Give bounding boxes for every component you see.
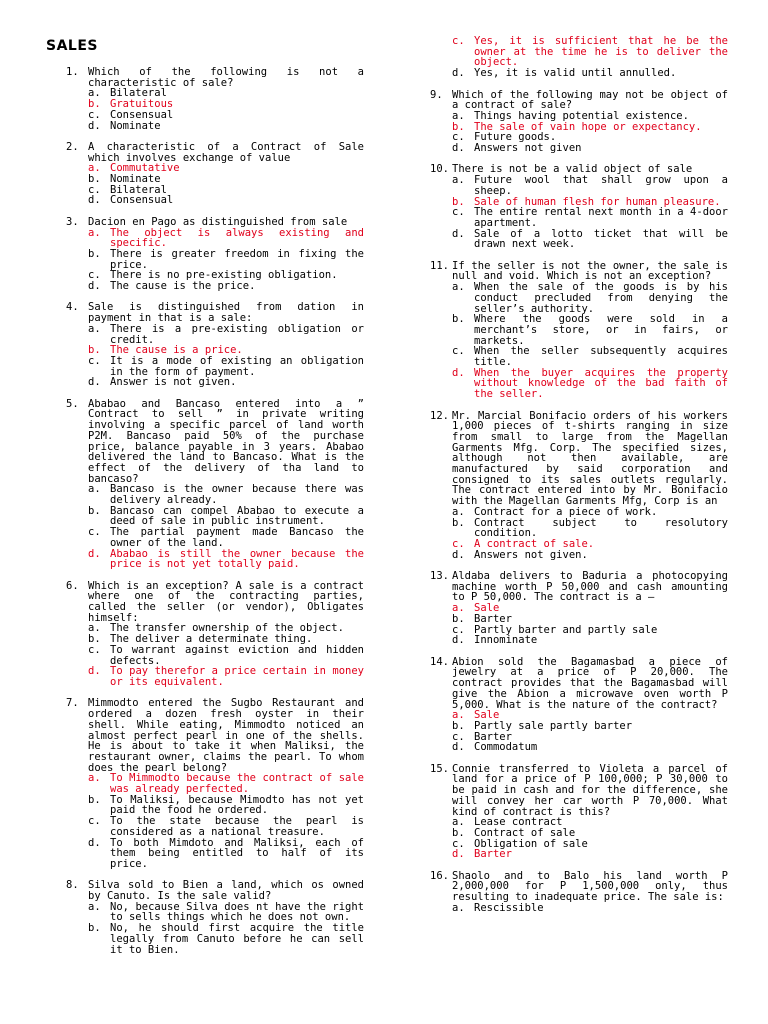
answer-option [88, 666, 364, 687]
question-item [430, 164, 728, 250]
option-list [88, 623, 364, 687]
question-number: 6. [66, 579, 79, 592]
question-text: If the seller is not the owner, the sale is null and void. Which is not an exception? [452, 259, 728, 283]
option-text: Ababao is still the owner because the price is not yet totally paid. [110, 547, 364, 571]
option-letter: c. [452, 131, 465, 144]
option-letter: a. [88, 622, 101, 635]
option-text: The cause is the price. [110, 280, 256, 293]
answer-option [88, 549, 364, 570]
option-letter: b. [452, 313, 465, 326]
option-list [452, 903, 728, 914]
question-text: There is not be a valid object of sale [452, 163, 693, 176]
answer-option [452, 742, 728, 753]
option-text: Consensual [110, 108, 174, 121]
option-list [452, 111, 728, 154]
answer-option [88, 195, 364, 206]
answer-option [88, 484, 364, 505]
option-text: Answers not given. [474, 548, 588, 561]
question-text: Shaolo and to Balo his land worth P 2,000,000 for P 1,500,000 only, thus resulting to inadequate price. The sale is: [452, 869, 728, 904]
option-letter: a. [88, 772, 101, 785]
option-letter: a. [88, 900, 101, 913]
option-text: To the state because the pearl is considered as a national treasure. [110, 815, 364, 838]
option-letter: c. [452, 345, 465, 358]
answer-option [88, 121, 364, 132]
option-text: A contract of sale. [474, 537, 595, 550]
option-text: To Mimmodto because the contract of sale was already perfected. [110, 772, 364, 796]
option-text: Commodatum [474, 741, 538, 754]
option-text: Gratuitous [110, 98, 174, 111]
option-letter: d. [452, 142, 465, 155]
answer-option [452, 849, 728, 860]
option-letter: c. [452, 837, 465, 850]
option-list [452, 282, 728, 400]
answer-option [88, 324, 364, 345]
question-item [430, 871, 728, 914]
question-text: Sale is distinguished from dation in payment in that is a sale: [88, 301, 364, 325]
answer-option [452, 143, 728, 154]
option-text: Contract for a piece of work. [474, 505, 658, 518]
option-text: Nominate [110, 119, 161, 132]
option-text: No, because Silva does nt have the right to sells things which he does not own. [110, 900, 364, 924]
option-text: There is greater freedom in fixing the price. [110, 247, 364, 271]
option-list [88, 773, 364, 869]
option-text: Innominate [474, 634, 538, 647]
option-letter: d. [88, 280, 101, 293]
option-letter: b. [88, 633, 101, 646]
answer-option [452, 207, 728, 228]
option-text: Contract subject to resolutory condition. [474, 516, 728, 540]
option-text: Where the goods were sold in a merchant’s store, or in fairs, or markets. [474, 313, 728, 347]
option-letter: d. [452, 848, 465, 861]
option-text: Sale of a lotto ticket that will be drawn next week. [474, 227, 728, 251]
answer-option [88, 773, 364, 794]
answer-option [88, 923, 364, 955]
option-list [88, 902, 364, 956]
option-text: Sale [474, 709, 500, 722]
option-text: Yes, it is valid until annulled. [474, 67, 677, 80]
option-text: Yes, it is sufficient that he be the owner at the time he is to deliver the object. [474, 35, 728, 69]
option-text: The transfer ownership of the object. [110, 622, 344, 635]
answer-option [88, 356, 364, 377]
option-letter: c. [88, 643, 101, 656]
question-text: Which of the following may not be object of a contract of sale? [452, 88, 728, 112]
option-letter: a. [452, 505, 465, 518]
question-number: 11. [430, 259, 449, 272]
option-text: It is a mode of existing an obligation in the form of payment. [110, 354, 364, 378]
option-text: Partly sale partly barter [474, 719, 633, 732]
option-letter: c. [88, 269, 101, 282]
question-text: Mimmodto entered the Sugbo Restaurant and ordered a dozen fresh oyster in their shell. While eating, Mimmodto noticed an almost perfect pearl in one of the shells. He is about to take it when Maliksi, the restaurant owner, claims the pearl. To whom does the pearl belong? [88, 697, 364, 774]
question-number: 14. [430, 655, 449, 668]
option-text: Sale of human flesh for human pleasure. [474, 195, 721, 208]
option-text: There is a pre-existing obligation or credit. [110, 322, 364, 346]
answer-option [88, 228, 364, 249]
answer-option [452, 346, 728, 367]
option-list [452, 175, 728, 250]
answer-option [88, 838, 364, 870]
answer-option [452, 550, 728, 561]
option-text: To Maliksi, because Mimodto has not yet paid the food he ordered. [110, 793, 364, 817]
option-letter: d. [88, 836, 101, 849]
option-list [88, 163, 364, 206]
question-number: 3. [66, 215, 79, 228]
option-letter: d. [88, 665, 101, 678]
question-item [430, 90, 728, 154]
page-title: SALES [46, 38, 98, 54]
option-text: To both Mimdoto and Maliksi, each of them being entitled to half of its price. [110, 836, 364, 870]
answer-option [452, 314, 728, 346]
option-letter: d. [452, 227, 465, 240]
option-list [452, 710, 728, 753]
option-letter: a. [452, 281, 465, 294]
question-item [66, 880, 364, 955]
option-letter: a. [88, 483, 101, 496]
option-letter: b. [88, 98, 101, 111]
option-letter: d. [452, 634, 465, 647]
question-number: 5. [66, 397, 79, 410]
answer-option [452, 68, 728, 79]
option-letter: d. [452, 741, 465, 754]
answer-option [88, 645, 364, 666]
answer-option [452, 175, 728, 196]
question-text: Silva sold to Bien a land, which os owned by Canuto. Is the sale valid? [88, 879, 364, 903]
option-text: Consensual [110, 194, 174, 207]
option-text: Answers not given [474, 142, 582, 155]
option-letter: b. [452, 195, 465, 208]
continued-options [430, 36, 728, 79]
option-letter: b. [452, 120, 465, 133]
option-letter: b. [88, 793, 101, 806]
option-list [88, 228, 364, 292]
option-text: The deliver a determinate thing. [110, 633, 313, 646]
option-letter: a. [452, 901, 465, 914]
option-text: Future goods. [474, 131, 557, 144]
option-letter: a. [452, 602, 465, 615]
question-item [66, 698, 364, 869]
question-number: 15. [430, 762, 449, 775]
option-letter: d. [88, 547, 101, 560]
question-item [66, 399, 364, 570]
option-text: Bilateral [110, 87, 167, 100]
question-item [66, 67, 364, 131]
option-letter: a. [88, 226, 101, 239]
option-text: The object is always existing and specific. [110, 226, 364, 250]
question-item [66, 142, 364, 206]
answer-option [452, 36, 728, 68]
option-letter: a. [452, 816, 465, 829]
option-letter: c. [452, 35, 465, 47]
question-number: 7. [66, 697, 79, 710]
option-text: Bancaso is the owner because there was delivery already. [110, 483, 364, 507]
answer-option [452, 229, 728, 250]
option-letter: c. [88, 526, 101, 539]
option-letter: d. [452, 67, 465, 80]
question-number: 4. [66, 301, 79, 314]
option-letter: a. [88, 322, 101, 335]
option-text: Partly barter and partly sale [474, 623, 658, 636]
option-text: To pay therefor a price certain in money or its equivalent. [110, 665, 364, 688]
right-column [430, 36, 728, 924]
option-letter: d. [88, 119, 101, 132]
option-letter: c. [88, 108, 101, 121]
option-letter: c. [452, 537, 465, 550]
option-list [88, 324, 364, 388]
question-item [430, 657, 728, 753]
option-list [88, 88, 364, 131]
option-letter: d. [452, 366, 465, 379]
option-letter: b. [88, 344, 101, 357]
question-number: 8. [66, 879, 79, 892]
option-text: Sale [474, 602, 500, 615]
option-letter: d. [88, 194, 101, 207]
question-number: 10. [430, 163, 449, 176]
option-letter: a. [88, 87, 101, 100]
answer-option [88, 902, 364, 923]
option-letter: b. [452, 612, 465, 625]
option-list [452, 603, 728, 646]
option-list [88, 484, 364, 570]
answer-option [452, 518, 728, 539]
option-letter: b. [88, 504, 101, 517]
left-column [66, 67, 364, 966]
option-text: When the buyer acquires the property without knowledge of the bad faith of the seller. [474, 366, 728, 401]
answer-option [452, 635, 728, 646]
question-item [430, 764, 728, 860]
question-text: A characteristic of a Contract of Sale which involves exchange of value [88, 140, 364, 164]
answer-option [452, 903, 728, 914]
option-letter: b. [88, 922, 101, 935]
option-letter: b. [88, 173, 101, 186]
question-number: 16. [430, 869, 449, 882]
answer-option [88, 795, 364, 816]
question-item [430, 411, 728, 561]
option-letter: d. [88, 376, 101, 389]
option-letter: b. [452, 826, 465, 839]
option-text: To warrant against eviction and hidden defects. [110, 643, 364, 667]
question-text: Abion sold the Bagamasbad a piece of jewelry at a price of P 20,000. The contract provides that the Bagamasbad will give the Abion a microwave oven worth P 5,000. What is the nature of the contract? [452, 655, 728, 711]
question-text: Which is an exception? A sale is a contract where one of the contracting parties, called the seller (or vendor), Obligates himself: [88, 579, 364, 624]
option-text: Contract of sale [474, 826, 576, 839]
option-letter: a. [88, 162, 101, 175]
option-text: The sale of vain hope or expectancy. [474, 120, 702, 133]
question-item [66, 217, 364, 292]
option-letter: a. [452, 174, 465, 187]
answer-option [452, 368, 728, 400]
option-list [452, 817, 728, 860]
answer-option [88, 527, 364, 548]
option-text: Commutative [110, 162, 180, 175]
option-letter: c. [88, 815, 101, 828]
option-text: The partial payment made Bancaso the owner of the land. [110, 526, 364, 549]
option-text: Barter [474, 848, 512, 861]
option-letter: a. [452, 109, 465, 122]
option-text: Bancaso can compel Ababao to execute a deed of sale in public instrument. [110, 504, 364, 528]
question-text: Connie transferred to Violeta a parcel of land for a price of P 100,000; P 30,000 to be paid in cash and for the difference, she will convey her car worth P 70,000. What kind of contract is this? [452, 762, 728, 818]
answer-option [88, 816, 364, 837]
question-text: Which of the following is not a characteristic of sale? [88, 66, 364, 89]
option-text: Rescissible [474, 901, 544, 914]
question-number: 2. [66, 140, 79, 153]
option-text: Lease contract [474, 816, 563, 829]
option-text: When the seller subsequently acquires title. [474, 345, 728, 369]
question-number: 1. [66, 66, 79, 78]
option-text: Nominate [110, 173, 161, 186]
question-number: 9. [430, 88, 443, 101]
option-text: There is no pre-existing obligation. [110, 269, 338, 282]
answer-option [88, 281, 364, 292]
option-list [452, 507, 728, 561]
answer-option [88, 377, 364, 388]
question-number: 13. [430, 570, 449, 583]
option-letter: c. [88, 183, 101, 196]
answer-option [88, 506, 364, 527]
question-text: Dacion en Pago as distinguished from sale [88, 215, 348, 228]
option-letter: c. [452, 730, 465, 743]
option-letter: b. [88, 247, 101, 260]
option-text: Obligation of sale [474, 837, 588, 850]
question-text: Aldaba delivers to Baduria a photocopying machine worth P 50,000 and cash amounting to P 50,000. The contract is a – [452, 570, 728, 604]
option-letter: c. [88, 354, 101, 367]
option-text: Future wool that shall grow upon a sheep. [474, 174, 728, 197]
option-text: When the sale of the goods is by his conduct precluded from denying the seller’s authority. [474, 281, 728, 315]
option-text: Bilateral [110, 183, 167, 196]
option-letter: b. [452, 719, 465, 732]
option-text: Things having potential existence. [474, 109, 689, 122]
option-letter: a. [452, 709, 465, 722]
answer-option [452, 282, 728, 314]
option-text: No, he should first acquire the title legally from Canuto before he can sell it to Bien. [110, 922, 364, 956]
option-letter: d. [452, 548, 465, 561]
option-letter: c. [452, 623, 465, 636]
question-item [430, 261, 728, 400]
option-letter: c. [452, 206, 465, 219]
option-text: The cause is a price. [110, 344, 243, 357]
question-number: 12. [430, 409, 449, 422]
answer-option [88, 249, 364, 270]
question-item [430, 571, 728, 646]
option-text: Answer is not given. [110, 376, 237, 389]
question-item [66, 302, 364, 388]
question-item [66, 581, 364, 688]
question-text: Ababao and Bancaso entered into a ” Contract to sell ” in private writing involving a specific parcel of land worth P2M. Bancaso paid 50% of the purchase price, balance payable in 3 years. Ababao delivered the land to Bancaso. What is the effect of the delivery of tha land to bancaso? [88, 397, 364, 485]
option-text: Barter [474, 730, 512, 743]
question-text: Mr. Marcial Bonifacio orders of his workers 1,000 pieces of t-shirts ranging in size from small to large from the Magellan Garments Mfg. Corp. The specified sizes, although not then available, are manufactured by said corporation and consigned to its sales outlets regularly. The contract entered into by Mr. Bonifacio with the Magellan Garments Mfg, Corp is an [452, 409, 728, 508]
option-letter: b. [452, 516, 465, 529]
option-text: The entire rental next month in a 4-door apartment. [474, 206, 728, 229]
option-text: Barter [474, 612, 512, 625]
